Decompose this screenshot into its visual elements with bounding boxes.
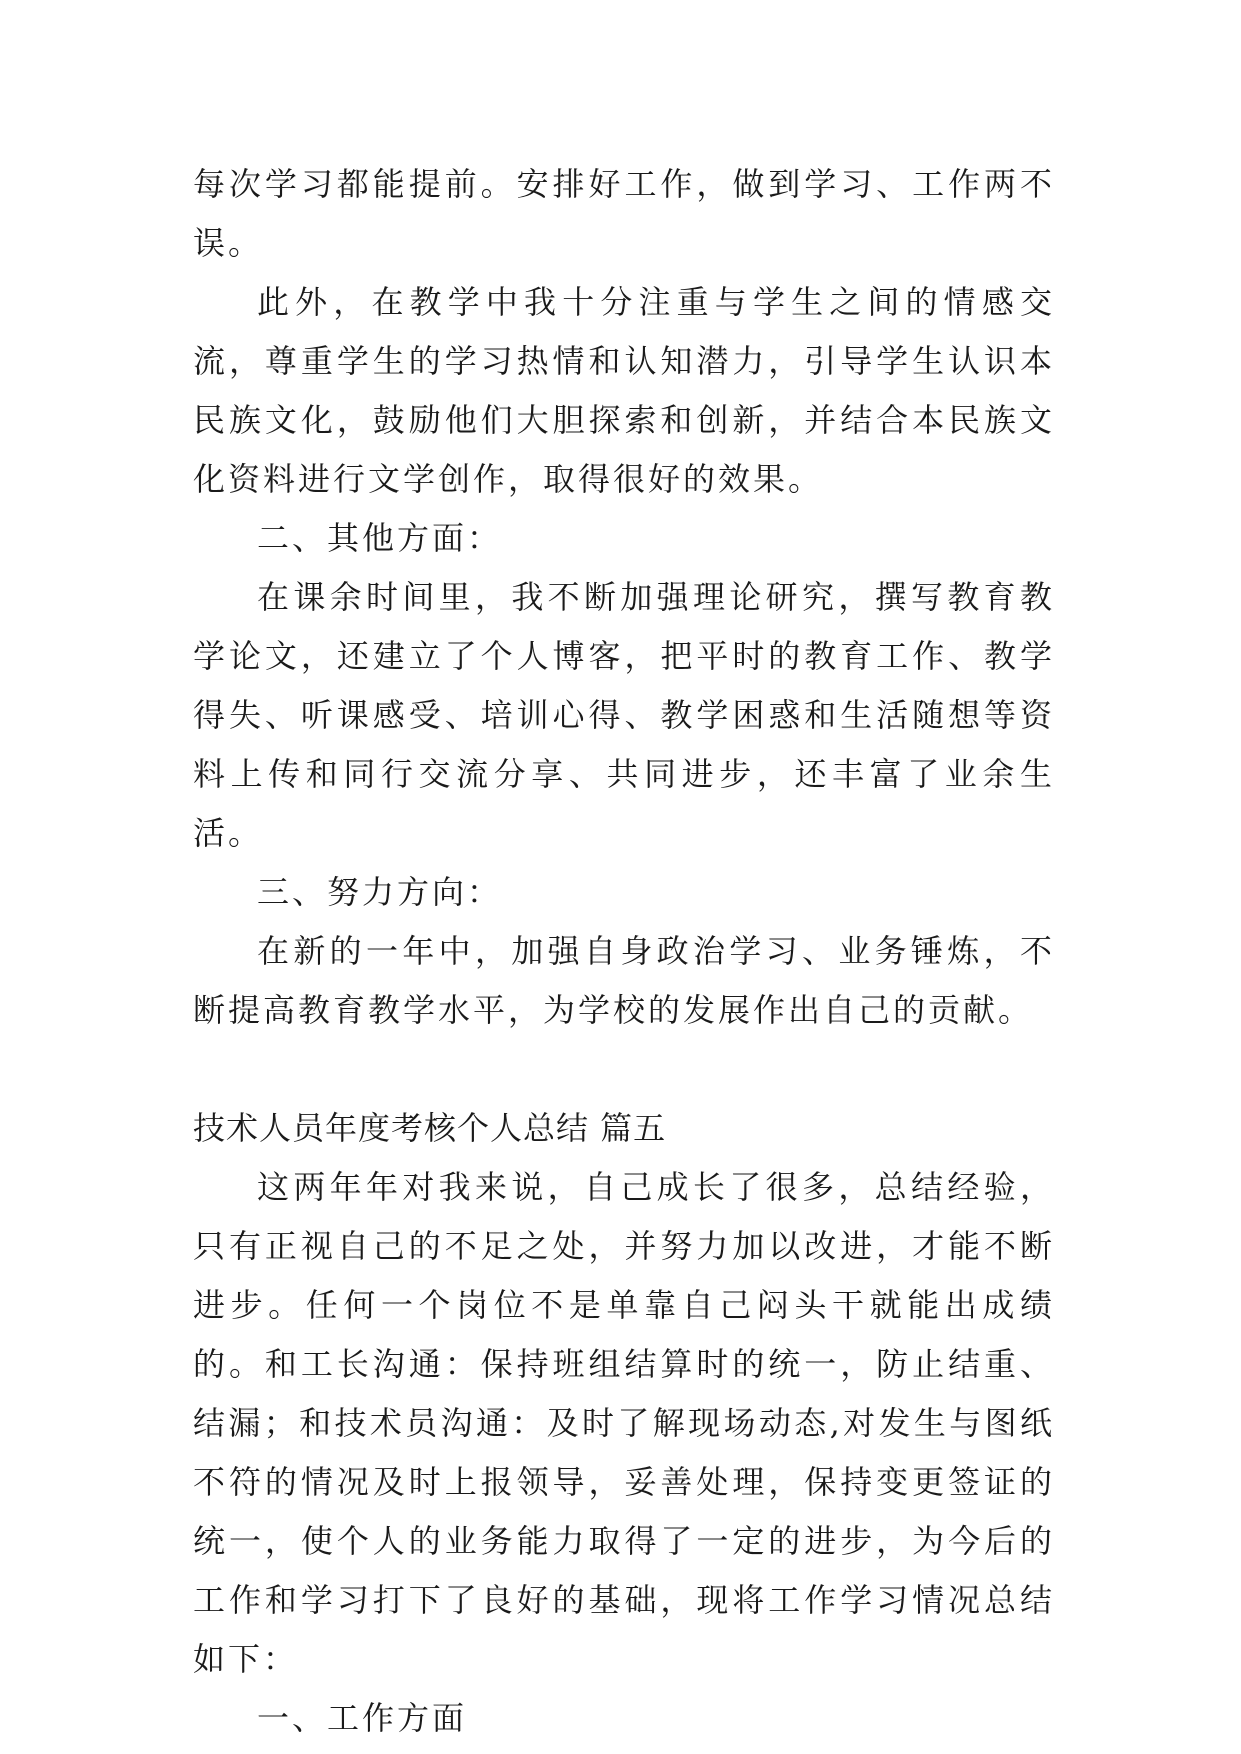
paragraph-two-years: 这两年年对我来说，自己成长了很多，总结经验，只有正视自己的不足之处，并努力加以改进，才能不断进步。任何一个岗位不是单靠自己闷头干就能出成绩的。和工长沟通：保持班组结算时的统一，防止结重、结漏；和技术员沟通：及时了解现场动态,对发生与图纸不符的情况及时上报领导，妥善处理，保持变更签证的统一，使个人的业务能力取得了一定的进步，为今后的工作和学习打下了良好的基础，现将工作学习情况总结如下： — [193, 1168, 1055, 1678]
section-title: 技术人员年度考核个人总结 篇五 — [193, 1109, 667, 1147]
paragraph-study-time: 每次学习都能提前。安排好工作，做到学习、工作两不误。 — [193, 165, 1055, 262]
heading-work-aspects: 一、工作方面 — [257, 1699, 468, 1737]
heading-effort-direction: 三、努力方向： — [257, 873, 503, 911]
document-body — [193, 155, 1055, 1748]
heading-other-aspects: 二、其他方面： — [257, 519, 503, 557]
paragraph-new-year: 在新的一年中，加强自身政治学习、业务锤炼，不断提高教育教学水平，为学校的发展作出自己的贡献。 — [193, 932, 1055, 1029]
paragraph-teaching-emotion: 此外，在教学中我十分注重与学生之间的情感交流，尊重学生的学习热情和认知潜力，引导学生认识本民族文化，鼓励他们大胆探索和创新，并结合本民族文化资料进行文学创作，取得很好的效果。 — [193, 283, 1055, 498]
paragraph-theory-research: 在课余时间里，我不断加强理论研究，撰写教育教学论文，还建立了个人博客，把平时的教育工作、教学得失、听课感受、培训心得、教学困惑和生活随想等资料上传和同行交流分享、共同进步，还丰富了业余生活。 — [193, 578, 1055, 852]
